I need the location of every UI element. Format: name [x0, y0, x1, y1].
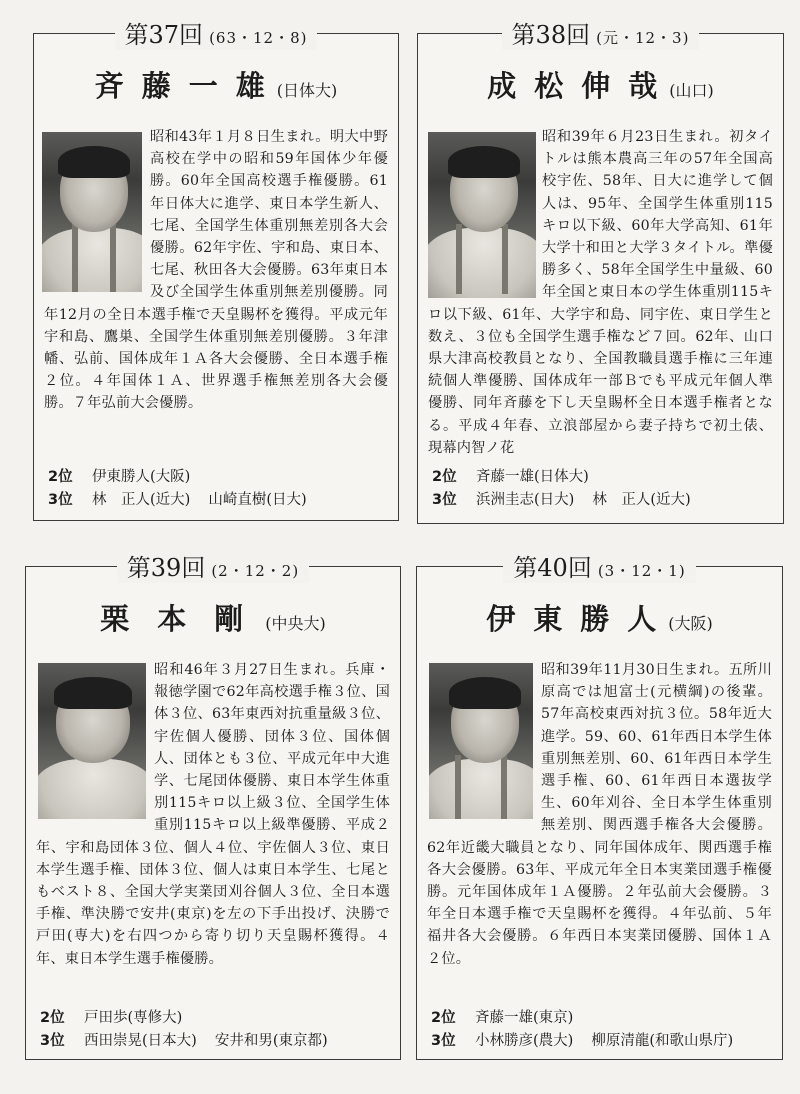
edition-label: 第39回	[126, 554, 206, 582]
third-place-row	[40, 1030, 390, 1053]
second-place-row	[48, 466, 388, 489]
card-header	[26, 548, 400, 583]
champion-name-row	[34, 64, 398, 105]
results	[40, 1007, 390, 1053]
champion-name: 伊東勝人	[486, 602, 675, 636]
champion-name-row	[26, 597, 400, 638]
champion-name: 栗本剛	[100, 602, 272, 636]
champion-card-37	[33, 21, 399, 521]
results	[431, 1007, 772, 1053]
placer: 林 正人(近大)	[92, 492, 191, 508]
edition-date: (63・12・8)	[209, 29, 308, 47]
placer: 戸田歩(専修大)	[84, 1010, 183, 1026]
champion-bio: 昭和39年11月30日生まれ。五所川原高では旭富士(元横綱)の後輩。57年高校東西対抗３位。58年近大進学。59、60、61年西日本学生体重別無差別、60、61年西日本学生選手権、60、61年西日本選抜学生、60年刈谷、全日本学生体重別無差別、関西選手権各大会優勝。62年近畿大職員となり、同年国体成年、関西選手権各大会優勝。63年、平成元年全日本実業団選手権優勝。元年国体成年１Ａ優勝。２年弘前大会優勝。３年全日本選手権で天皇賜杯を獲得。４年弘前、５年福井各大会優勝。６年西日本実業団優勝、国体１Ａ２位。	[427, 662, 772, 967]
champion-card-38	[417, 21, 784, 524]
results	[432, 466, 773, 512]
placer: 浜洲圭志(日大)	[476, 492, 575, 508]
rank-label: 2位	[40, 1010, 65, 1026]
champion-name-row	[418, 64, 783, 105]
second-place-row	[432, 466, 773, 489]
second-place-row	[40, 1007, 390, 1030]
champion-card-40	[416, 554, 783, 1060]
placer: 斉藤一雄(日体大)	[476, 469, 589, 485]
champion-name-row	[417, 597, 782, 638]
card-header	[418, 15, 783, 50]
champion-name: 斉藤一雄	[94, 69, 283, 103]
third-place-row	[432, 489, 773, 512]
edition-date: (3・12・1)	[597, 562, 686, 580]
card-header	[417, 548, 782, 583]
champion-card-39	[25, 554, 401, 1060]
rank-label: 2位	[48, 469, 73, 485]
champion-affiliation: (日体大)	[276, 81, 338, 100]
rank-label: 3位	[48, 492, 73, 508]
placer: 柳原清龍(和歌山県庁)	[591, 1033, 734, 1049]
rank-label: 3位	[40, 1033, 65, 1049]
second-place-row	[431, 1007, 772, 1030]
champion-affiliation: (中央大)	[265, 614, 326, 633]
edition-date: (2・12・2)	[211, 562, 300, 580]
third-place-row	[48, 489, 388, 512]
placer: 西田崇晃(日本大)	[84, 1033, 197, 1049]
third-place-row	[431, 1030, 772, 1053]
champion-affiliation: (大阪)	[668, 614, 713, 633]
edition-label: 第40回	[513, 554, 592, 582]
edition-date: (元・12・3)	[596, 29, 690, 47]
placer: 山崎直樹(日大)	[208, 492, 307, 508]
placer: 伊東勝人(大阪)	[92, 469, 191, 485]
placer: 安井和男(東京都)	[214, 1033, 328, 1049]
placer: 林 正人(近大)	[592, 492, 691, 508]
edition-label: 第37回	[124, 21, 204, 49]
results	[48, 466, 388, 512]
champion-affiliation: (山口)	[669, 81, 714, 100]
card-header	[34, 15, 398, 50]
champion-bio: 昭和46年３月27日生まれ。兵庫・報徳学園で62年高校選手権３位、国体３位、63年東西対抗重量級３位、宇佐個人優勝、団体３位、国体個人、団体とも３位、平成元年中大進学、七尾団体優勝、東日本学生体重別115キロ以上級３位、全国学生体重別115キロ以上級準優勝、平成２年、宇和島団体３位、個人４位、宇佐個人３位、東日本学生選手権、団体３位、個人は東日本学生、七尾ともベスト８、全国大学実業団刈谷個人３位、全日本選手権、準決勝で安井(東京)を左の下手出投げ、決勝で戸田(専大)を右四つから寄り切り天皇賜杯獲得。４年、東日本学生選手権優勝。	[36, 662, 390, 967]
champion-bio: 昭和39年６月23日生まれ。初タイトルは熊本農高三年の57年全国高校宇佐、58年、日大に進学して個人は、95年、全国学生体重別115キロ以下級、60年大学高知、61年大学十和田と大学３タイトル。準優勝多く、58年全国学生中量級、60年全国と東日本の学生体重別115キロ以下級、61年、大学宇和島、同宇佐、東日学生と数え、３位も全国学生選手権など７回。62年、山口県大津高校教員となり、全国教職員選手権に三年連続個人準優勝、国体成年一部Ｂでも平成元年個人準優勝、同年斉藤を下し天皇賜杯全日本選手権者となる。平成４年春、立浪部屋から妻子持ちで初土俵、現幕内智ノ花	[428, 129, 773, 456]
edition-label: 第38回	[511, 21, 591, 49]
placer: 小林勝彦(農大)	[475, 1033, 574, 1049]
rank-label: 2位	[431, 1010, 456, 1026]
rank-label: 3位	[432, 492, 457, 508]
champion-bio: 昭和43年１月８日生まれ。明大中野高校在学中の昭和59年国体少年優勝。60年全国高校選手権優勝。61年日体大に進学、東日本学生新人、七尾、全国学生体重別無差別各大会優勝。62年宇佐、宇和島、東日本、七尾、秋田各大会優勝。63年東日本及び全国学生体重別無差別優勝。同年12月の全日本選手権で天皇賜杯を獲得。平成元年宇和島、鷹巣、全国学生体重別無差別優勝。３年津幡、弘前、国体成年１Ａ各大会優勝、全日本選手権２位。４年国体１Ａ、世界選手権無差別各大会優勝。７年弘前大会優勝。	[44, 129, 388, 412]
champion-name: 成松伸哉	[487, 69, 676, 103]
rank-label: 2位	[432, 469, 457, 485]
rank-label: 3位	[431, 1033, 456, 1049]
placer: 斉藤一雄(東京)	[475, 1010, 574, 1026]
